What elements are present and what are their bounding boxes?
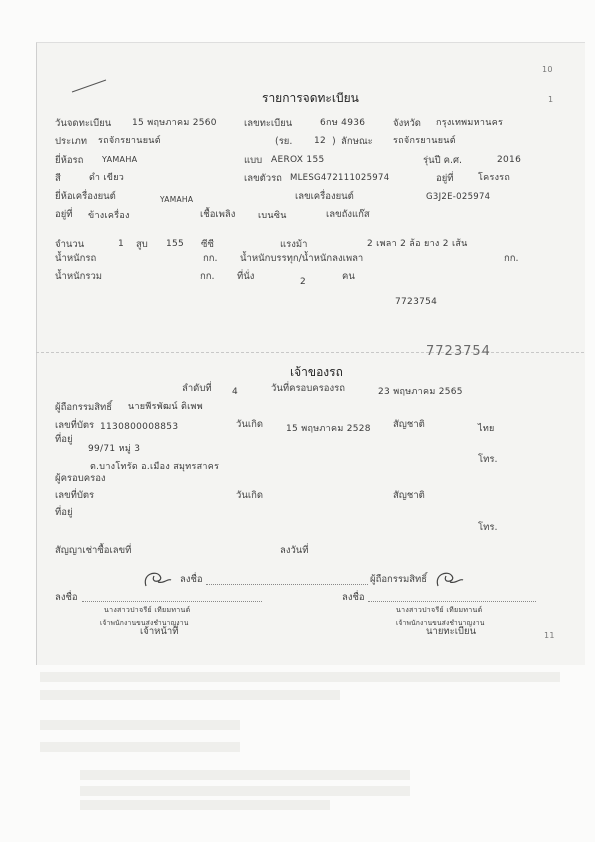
engine-loc-label: อยู่ที่ bbox=[55, 209, 73, 220]
ownership-date-value: 23 พฤษภาคม 2565 bbox=[378, 387, 463, 397]
order-value: 4 bbox=[232, 387, 239, 397]
chassis-value: MLESG472111025974 bbox=[290, 173, 390, 183]
holder-signature-mark-2 bbox=[432, 568, 466, 590]
bleed-row bbox=[40, 742, 240, 752]
chassis-label: เลขตัวรถ bbox=[244, 173, 282, 184]
engine-brand-label: ยี่ห้อเครื่องยนต์ bbox=[55, 191, 116, 202]
page-number: 10 bbox=[542, 65, 553, 74]
right-sign-label: ลงชื่อ bbox=[342, 592, 365, 603]
bleed-row bbox=[80, 770, 410, 780]
vehicle-weight-label: น้ำหนักรถ bbox=[55, 253, 97, 264]
address-line1: 99/71 หมู่ 3 bbox=[88, 444, 141, 454]
registration-title: รายการจดทะเบียน bbox=[262, 91, 359, 105]
color-value: ดำ เขียว bbox=[89, 173, 125, 183]
right-officer-title: นายทะเบียน bbox=[426, 626, 477, 637]
order-label: ลำดับที่ bbox=[182, 383, 212, 394]
pen-stroke-mark bbox=[70, 76, 110, 96]
horsepower-label: แรงม้า bbox=[280, 239, 308, 250]
load-weight-unit: กก. bbox=[504, 253, 519, 264]
seats-unit: คน bbox=[342, 271, 355, 282]
left-officer-role: เจ้าพนักงานขนส่งชำนาญงาน bbox=[100, 619, 189, 627]
total-weight-label: น้ำหนักรวม bbox=[55, 271, 103, 282]
cylinder-unit: สูบ bbox=[136, 239, 148, 250]
character-label: ลักษณะ bbox=[341, 136, 373, 147]
cc-value: 155 bbox=[166, 239, 185, 249]
owner-title: เจ้าของรถ bbox=[290, 365, 343, 379]
bleed-row bbox=[40, 672, 560, 682]
possessor-address-label: ที่อยู่ bbox=[55, 507, 73, 518]
possessor-dob-label: วันเกิด bbox=[236, 490, 263, 501]
nationality-value: ไทย bbox=[478, 424, 495, 434]
fuel-label: เชื้อเพลิง bbox=[200, 209, 236, 220]
engine-no-label: เลขเครื่องยนต์ bbox=[295, 191, 354, 202]
color-label: สี bbox=[55, 173, 61, 184]
holder-sign-role: ผู้ถือกรรมสิทธิ์ bbox=[370, 574, 428, 585]
type-value: รถจักรยานยนต์ bbox=[98, 136, 161, 146]
stamp-number: 7723754 bbox=[395, 297, 438, 307]
seats-label: ที่นั่ง bbox=[237, 271, 255, 282]
possessor-id-label: เลขที่บัตร bbox=[55, 490, 95, 501]
reg-date-label: วันจดทะเบียน bbox=[55, 118, 112, 129]
year-value: 2016 bbox=[497, 155, 522, 165]
model-value: AEROX 155 bbox=[271, 155, 325, 165]
address-line2: ต.บางโทรัด อ.เมือง สมุทรสาคร bbox=[90, 462, 220, 472]
stamp-number-bleed: 7723754 bbox=[426, 344, 491, 359]
possessor-nationality-label: สัญชาติ bbox=[393, 490, 425, 501]
right-sign-line bbox=[368, 601, 536, 602]
ownership-date-label: วันที่ครอบครองรถ bbox=[271, 383, 345, 394]
chassis-location-label: อยู่ที่ bbox=[436, 173, 454, 184]
bleed-row bbox=[40, 690, 340, 700]
bleed-row bbox=[40, 720, 240, 730]
bottom-corner-mark: 11 bbox=[544, 631, 555, 640]
engine-no-value: G3J2E-025974 bbox=[426, 192, 491, 202]
province-label: จังหวัด bbox=[393, 118, 421, 129]
left-sign-line bbox=[82, 601, 262, 602]
vehicle-weight-unit: กก. bbox=[203, 253, 218, 264]
holder-sign-line bbox=[206, 584, 368, 585]
cylinder-label: จำนวน bbox=[55, 239, 85, 250]
reg-no-label: เลขทะเบียน bbox=[244, 118, 293, 129]
load-weight-label: น้ำหนักบรรทุก/น้ำหนักลงเพลา bbox=[240, 253, 364, 264]
bleed-row bbox=[80, 800, 330, 810]
character-value: รถจักรยานยนต์ bbox=[393, 136, 456, 146]
holder-sign-label: ลงชื่อ bbox=[180, 574, 203, 585]
rot-label: (รย. bbox=[275, 136, 293, 147]
bleed-row bbox=[80, 786, 410, 796]
brand-label: ยี่ห้อรถ bbox=[55, 155, 84, 166]
id-label: เลขที่บัตร bbox=[55, 420, 95, 431]
holder-signature-mark bbox=[140, 568, 174, 590]
section-divider bbox=[36, 352, 584, 353]
reg-no-value: 6กษ 4936 bbox=[320, 118, 366, 128]
possessor-label: ผู้ครอบครอง bbox=[55, 473, 106, 484]
province-value: กรุงเทพมหานคร bbox=[436, 118, 504, 128]
left-officer-name: นางสาวปาจรีย์ เทียมทานต์ bbox=[104, 606, 191, 614]
engine-brand-value: YAMAHA bbox=[160, 195, 194, 204]
reg-date-value: 15 พฤษภาคม 2560 bbox=[132, 118, 217, 128]
dob-label: วันเกิด bbox=[236, 419, 263, 430]
holder-value: นายพีรพัฒน์ ติเพพ bbox=[128, 402, 204, 412]
total-weight-unit: กก. bbox=[200, 271, 215, 282]
gas-tank-label: เลขถังแก๊ส bbox=[326, 209, 370, 220]
brand-value: YAMAHA bbox=[102, 155, 138, 164]
id-value: 1130800008853 bbox=[100, 422, 179, 432]
seats-value: 2 bbox=[300, 277, 307, 287]
hire-purchase-label: สัญญาเช่าซื้อเลขที่ bbox=[55, 545, 132, 556]
nationality-label: สัญชาติ bbox=[393, 419, 425, 430]
right-officer-role: เจ้าพนักงานขนส่งชำนาญงาน bbox=[396, 619, 485, 627]
holder-label: ผู้ถือกรรมสิทธิ์ bbox=[55, 402, 113, 413]
rot-close: ) bbox=[332, 136, 336, 147]
possessor-phone-label: โทร. bbox=[478, 522, 498, 533]
left-officer-title: เจ้าหน้าที่ bbox=[140, 626, 179, 637]
axle-value: 2 เพลา 2 ล้อ ยาง 2 เส้น bbox=[367, 239, 468, 249]
chassis-location-value: โครงรถ bbox=[478, 173, 511, 183]
right-officer-name: นางสาวปาจรีย์ เทียมทานต์ bbox=[396, 606, 483, 614]
address-label: ที่อยู่ bbox=[55, 434, 73, 445]
cylinder-value: 1 bbox=[118, 239, 125, 249]
left-sign-label: ลงชื่อ bbox=[55, 592, 78, 603]
model-label: แบบ bbox=[244, 155, 263, 166]
cc-unit: ซีซี bbox=[201, 239, 214, 250]
engine-loc-value: ข้างเครื่อง bbox=[88, 211, 130, 221]
hire-purchase-date-label: ลงวันที่ bbox=[280, 545, 309, 556]
corner-tick: 1 bbox=[548, 95, 554, 104]
dob-value: 15 พฤษภาคม 2528 bbox=[286, 424, 371, 434]
year-label: รุ่นปี ค.ศ. bbox=[423, 155, 463, 166]
type-label: ประเภท bbox=[55, 136, 88, 147]
phone-label: โทร. bbox=[478, 454, 498, 465]
fuel-value: เบนซิน bbox=[258, 211, 287, 221]
rot-value: 12 bbox=[314, 136, 327, 146]
